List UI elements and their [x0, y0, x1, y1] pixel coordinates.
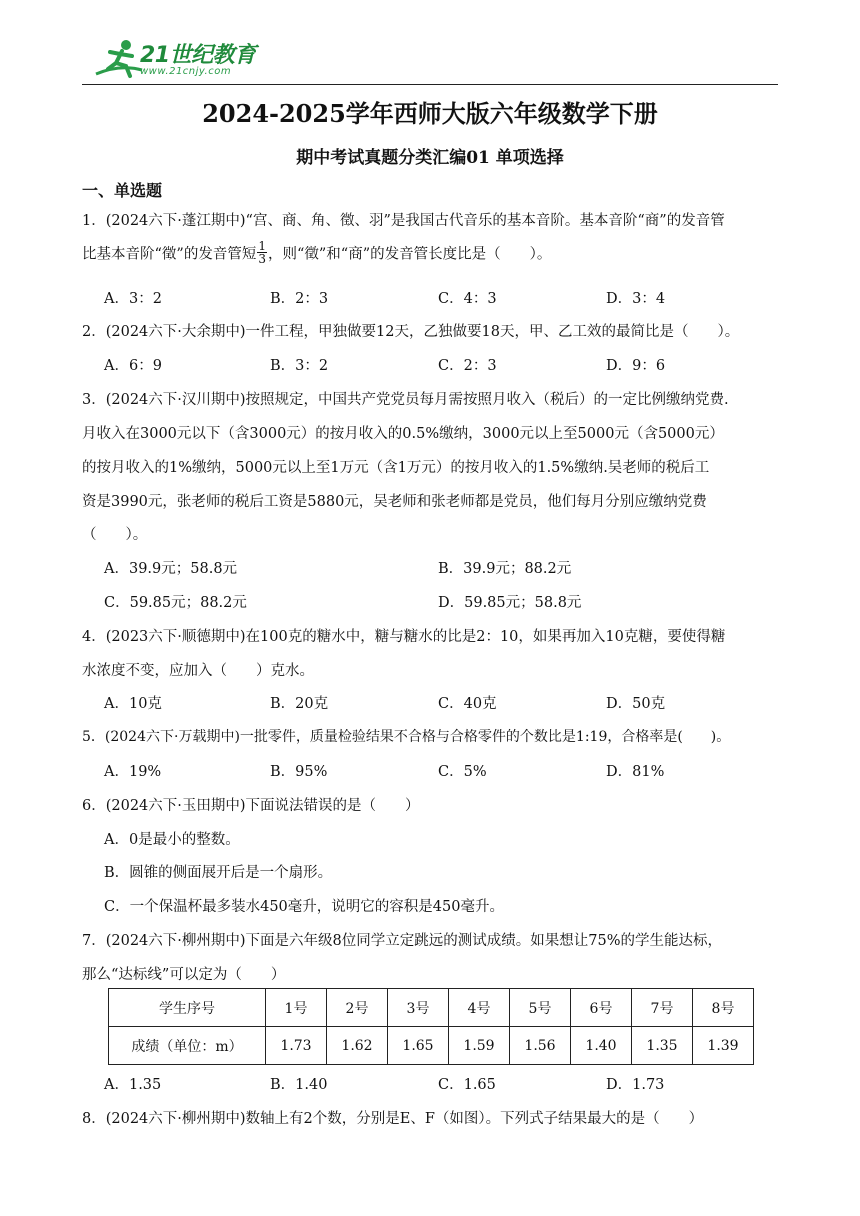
question-6-option-c[interactable]: C．一个保温杯最多装水450毫升，说明它的容积是450毫升。 — [104, 899, 504, 915]
question-3-line-4: 资是3990元，张老师的税后工资是5880元，吴老师和张老师都是党员，他们每月分别应缴纳党费 — [82, 494, 707, 510]
question-1-option-d[interactable]: D．3：4 — [606, 291, 666, 307]
question-2-option-c[interactable]: C．2：3 — [438, 358, 497, 374]
table-row — [109, 1027, 754, 1065]
table-header-cell: 5号 — [510, 989, 571, 1027]
table-header-cell: 4号 — [449, 989, 510, 1027]
question-4-option-d[interactable]: D．50克 — [606, 696, 666, 712]
question-4-option-c[interactable]: C．40克 — [438, 696, 497, 712]
fraction-denominator: 3 — [258, 252, 266, 266]
question-5-option-b[interactable]: B．95% — [270, 764, 328, 780]
question-7-option-b[interactable]: B．1.40 — [270, 1077, 328, 1093]
question-6-option-a[interactable]: A．0是最小的整数。 — [104, 832, 240, 848]
question-2-option-d[interactable]: D．9：6 — [606, 358, 666, 374]
question-7-line-1: 7．(2024六下·柳州期中)下面是六年级8位同学立定跳远的测试成绩。如果想让75%的学生能达标， — [82, 933, 723, 949]
table-header-cell: 6号 — [571, 989, 632, 1027]
question-8-line-1: 8．(2024六下·柳州期中)数轴上有2个数，分别是E、F（如图）。下列式子结果最大的是（ ） — [82, 1111, 704, 1127]
page-title: 2024-2025学年西师大版六年级数学下册 — [202, 99, 658, 128]
table-header-cell: 8号 — [693, 989, 754, 1027]
table-cell: 1.62 — [327, 1027, 388, 1065]
question-3-line-5: （ ）。 — [82, 527, 148, 543]
question-6-line-1: 6．(2024六下·玉田期中)下面说法错误的是（ ） — [82, 798, 420, 814]
question-7-option-a[interactable]: A．1.35 — [104, 1077, 162, 1093]
question-4-line-1: 4．(2023六下·顺德期中)在100克的糖水中，糖与糖水的比是2：10，如果再加入10克糖，要使得糖 — [82, 629, 726, 645]
table-header-cell: 7号 — [632, 989, 693, 1027]
table-header-cell: 1号 — [266, 989, 327, 1027]
table-cell: 1.59 — [449, 1027, 510, 1065]
fraction-one-third — [257, 240, 267, 265]
table-header-cell: 2号 — [327, 989, 388, 1027]
question-5-option-d[interactable]: D．81% — [606, 764, 665, 780]
question-1-line-2 — [82, 239, 552, 267]
table-header-cell: 学生序号 — [109, 989, 266, 1027]
question-1-text-a: 比基本音阶“徵”的发音管短 — [82, 246, 257, 263]
table-cell: 成绩（单位：m） — [109, 1027, 266, 1065]
question-1-text-b: ，则“徵”和“商”的发音管长度比是（ ）。 — [267, 246, 552, 263]
table-cell: 1.73 — [266, 1027, 327, 1065]
question-2-option-b[interactable]: B．3：2 — [270, 358, 329, 374]
question-3-line-1: 3．(2024六下·汉川期中)按照规定，中国共产党党员每月需按照月收入（税后）的一定比例缴纳党费. — [82, 392, 729, 408]
question-3-option-d[interactable]: D．59.85元；58.8元 — [438, 595, 582, 611]
fraction-numerator: 1 — [258, 239, 266, 253]
question-5-line-1: 5．(2024六下·万载期中)一批零件，质量检验结果不合格与合格零件的个数比是1:19，合格率是( )。 — [82, 729, 731, 745]
question-3-option-a[interactable]: A．39.9元；58.8元 — [104, 561, 238, 577]
question-4-option-b[interactable]: B．20克 — [270, 696, 329, 712]
question-2-line-1: 2．(2024六下·大余期中)一件工程，甲独做要12天，乙独做要18天，甲、乙工效的最简比是（ ）。 — [82, 324, 740, 340]
table-cell: 1.65 — [388, 1027, 449, 1065]
question-5-option-c[interactable]: C．5% — [438, 764, 487, 780]
question-7-line-2: 那么“达标线”可以定为（ ） — [82, 967, 286, 983]
question-5-option-a[interactable]: A．19% — [104, 764, 162, 780]
table-cell: 1.40 — [571, 1027, 632, 1065]
question-4-option-a[interactable]: A．10克 — [104, 696, 162, 712]
table-row — [109, 989, 754, 1027]
table-cell: 1.35 — [632, 1027, 693, 1065]
question-1-option-c[interactable]: C．4：3 — [438, 291, 497, 307]
question-3-option-b[interactable]: B．39.9元；88.2元 — [438, 561, 572, 577]
logo-url: www.21cnjy.com — [140, 66, 232, 77]
question-6-option-b[interactable]: B．圆锥的侧面展开后是一个扇形。 — [104, 865, 333, 881]
question-4-line-2: 水浓度不变，应加入（ ）克水。 — [82, 663, 314, 679]
table-cell: 1.39 — [693, 1027, 754, 1065]
table-header-cell: 3号 — [388, 989, 449, 1027]
question-7-option-c[interactable]: C．1.65 — [438, 1077, 496, 1093]
page-subtitle: 期中考试真题分类汇编01 单项选择 — [296, 148, 564, 168]
table-cell: 1.56 — [510, 1027, 571, 1065]
logo-text: 21世纪教育 — [140, 43, 256, 68]
scores-table — [108, 988, 754, 1065]
question-3-option-c[interactable]: C．59.85元；88.2元 — [104, 595, 247, 611]
question-1-option-b[interactable]: B．2：3 — [270, 291, 329, 307]
question-1-line-1: 1．(2024六下·蓬江期中)“宫、商、角、徵、羽”是我国古代音乐的基本音阶。基本音阶“商”的发音管 — [82, 213, 725, 229]
section-heading: 一、单选题 — [82, 181, 163, 200]
question-2-option-a[interactable]: A．6：9 — [104, 358, 162, 374]
header-divider — [82, 84, 778, 85]
question-3-line-3: 的按月收入的1%缴纳，5000元以上至1万元（含1万元）的按月收入的1.5%缴纳.吴老师的税后工 — [82, 460, 710, 476]
question-1-option-a[interactable]: A．3：2 — [104, 291, 162, 307]
question-3-line-2: 月收入在3000元以下（含3000元）的按月收入的0.5%缴纳，3000元以上至5000元（含5000元） — [82, 426, 724, 442]
question-7-option-d[interactable]: D．1.73 — [606, 1077, 665, 1093]
